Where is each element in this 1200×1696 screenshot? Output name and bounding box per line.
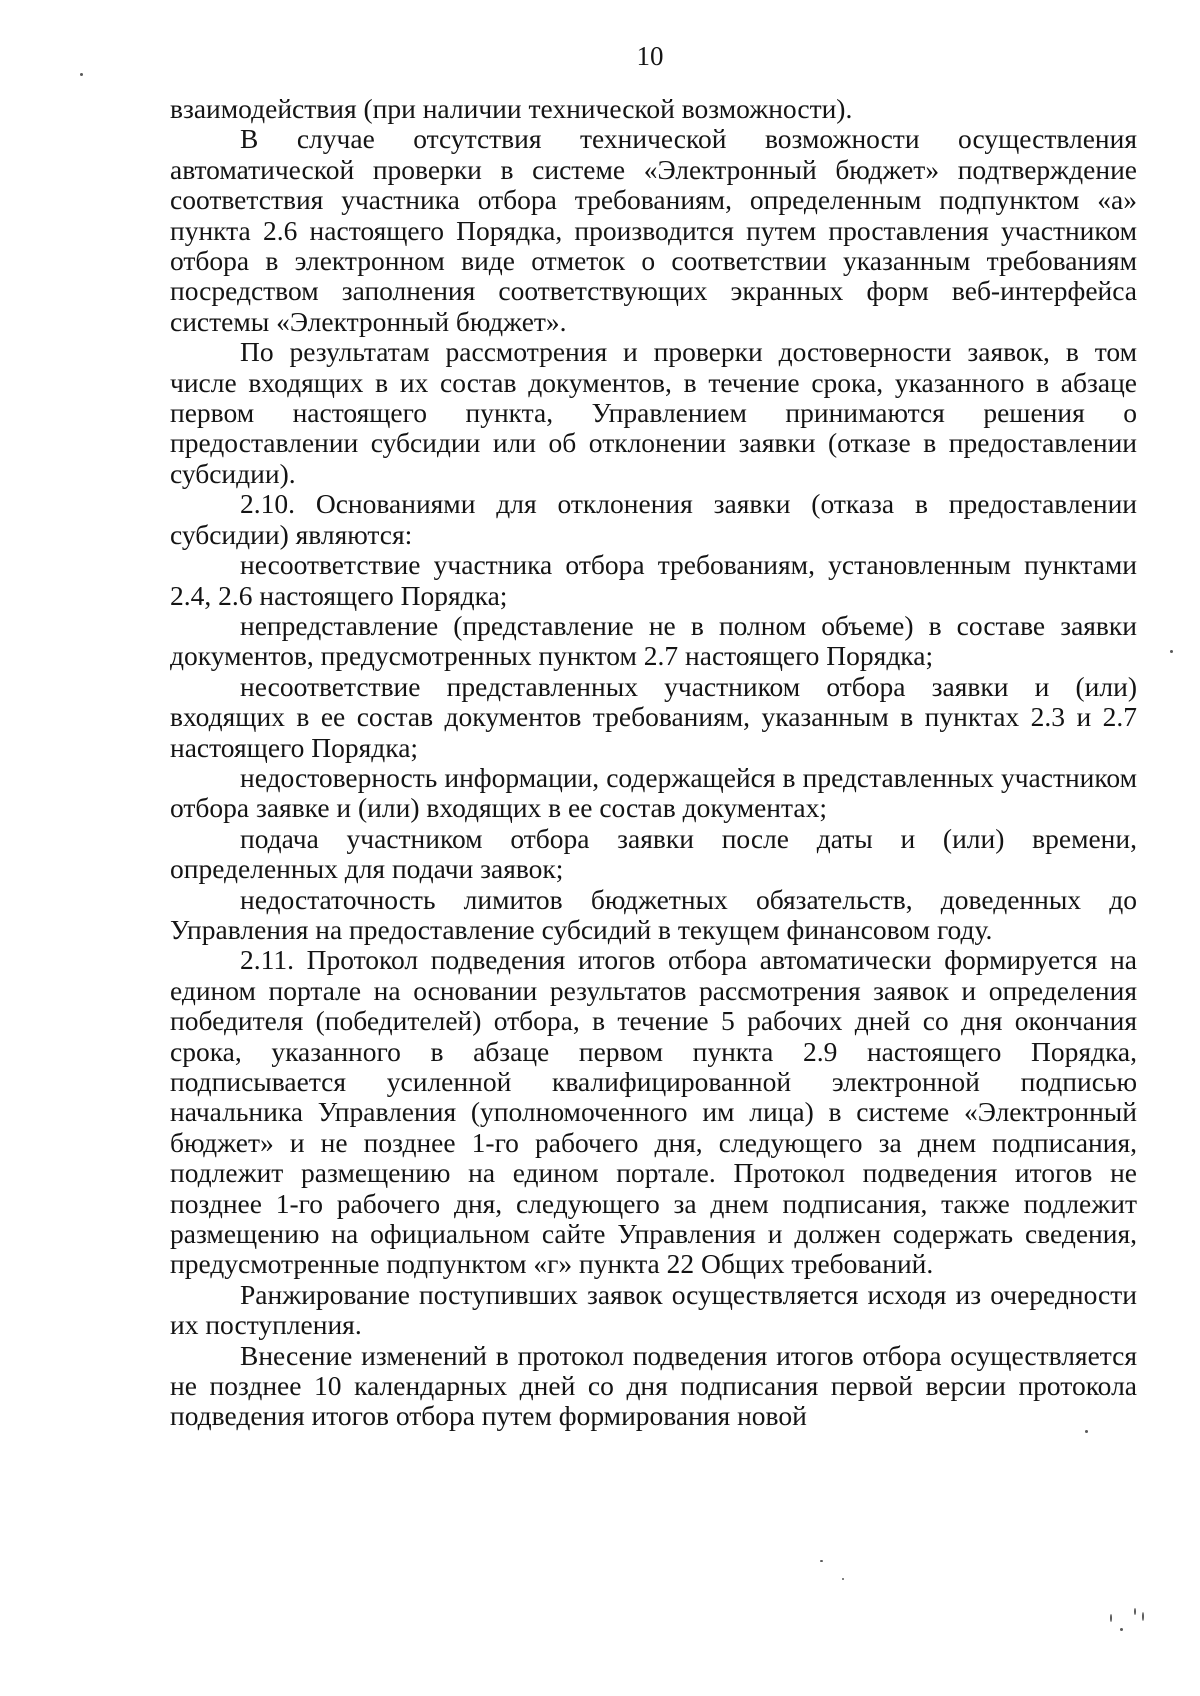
- paragraph-continuation: взаимодействия (при наличии технической возможности).: [170, 93, 853, 124]
- scan-speck: [1110, 1614, 1112, 1622]
- scan-speck: [1142, 1612, 1144, 1621]
- list-item-document-mismatch: несоответствие представленных участником отбора заявки и (или) входящих в ее состав документов требованиям, указанным в пунктах 2.3 и 2.7 настоящего Порядка;: [170, 670, 1137, 763]
- scan-speck: [1085, 1430, 1088, 1433]
- scan-speck: [842, 1578, 844, 1580]
- scan-speck: [80, 73, 83, 76]
- list-item-insufficient-limits: недостаточность лимитов бюджетных обязательств, доведенных до Управления на предоставление субсидий в текущем финансовом году.: [170, 883, 1137, 945]
- paragraph-protocol-changes: Внесение изменений в протокол подведения итогов отбора осуществляется не позднее 10 календарных дней со дня подписания первой версии протокола подведения итогов отбора путем формирования новой: [170, 1339, 1137, 1432]
- scan-speck: [820, 1560, 823, 1562]
- paragraph-ranking: Ранжирование поступивших заявок осуществляется исходя из очередности их поступления.: [170, 1278, 1137, 1341]
- paragraph-review-results: По результатам рассмотрения и проверки достоверности заявок, в том числе входящих в их состав документов, в течение срока, указанного в абзаце первом настоящего пункта, Управлением принимаются решения о предоставлении субсидии или об отклонении заявки (отказе в предоставлении субсидии).: [170, 336, 1137, 489]
- scan-speck: [1134, 1608, 1136, 1615]
- paragraph-technical-check: В случае отсутствия технической возможности осуществления автоматической проверки в системе «Электронный бюджет» подтверждение соответствия участника отбора требованиям, определенным подпунктом «а» пункта 2.6 настоящего Порядка, производится путем проставления участником отбора в электронном виде отметок о соответствии указанным требованиям посредством заполнения соответствующих экранных форм веб-интерфейса системы «Электронный бюджет».: [170, 123, 1137, 337]
- page-number: 10: [636, 41, 664, 71]
- list-item-noncompliance: несоответствие участника отбора требованиям, установленным пунктами 2.4, 2.6 настоящего Порядка;: [170, 549, 1137, 611]
- scan-speck: [1170, 650, 1173, 653]
- list-item-nonsubmission: непредставление (представление не в полном объеме) в составе заявки документов, предусмотренных пунктом 2.7 настоящего Порядка;: [170, 609, 1137, 672]
- body-text: [170, 94, 1137, 1432]
- list-item-unreliable-info: недостоверность информации, содержащейся в представленных участником отбора заявке и (или) входящих в ее состав документах;: [170, 761, 1137, 824]
- list-item-late-submission: подача участником отбора заявки после даты и (или) времени, определенных для подачи заявок;: [170, 822, 1137, 885]
- paragraph-protocol: 2.11. Протокол подведения итогов отбора автоматически формируется на едином портале на основании результатов рассмотрения заявок и определения победителя (победителей) отбора, в течение 5 рабочих дней со дня окончания срока, указанного в абзаце первом пункта 2.9 настоящего Порядка, подписывается усиленной квалифицированной электронной подписью начальника Управления (уполномоченного им лица) в системе «Электронный бюджет» и не позднее 1-го рабочего дня, следующего за днем подписания, подлежит размещению на едином портале. Протокол подведения итогов не позднее 1-го рабочего дня, следующего за днем подписания, также подлежит размещению на официальном сайте Управления и должен содержать сведения, предусмотренные подпунктом «г» пункта 22 Общих требований.: [170, 944, 1137, 1280]
- scan-speck: [1120, 1628, 1123, 1631]
- paragraph-rejection-grounds: 2.10. Основаниями для отклонения заявки (отказа в предоставлении субсидии) являются:: [170, 488, 1137, 550]
